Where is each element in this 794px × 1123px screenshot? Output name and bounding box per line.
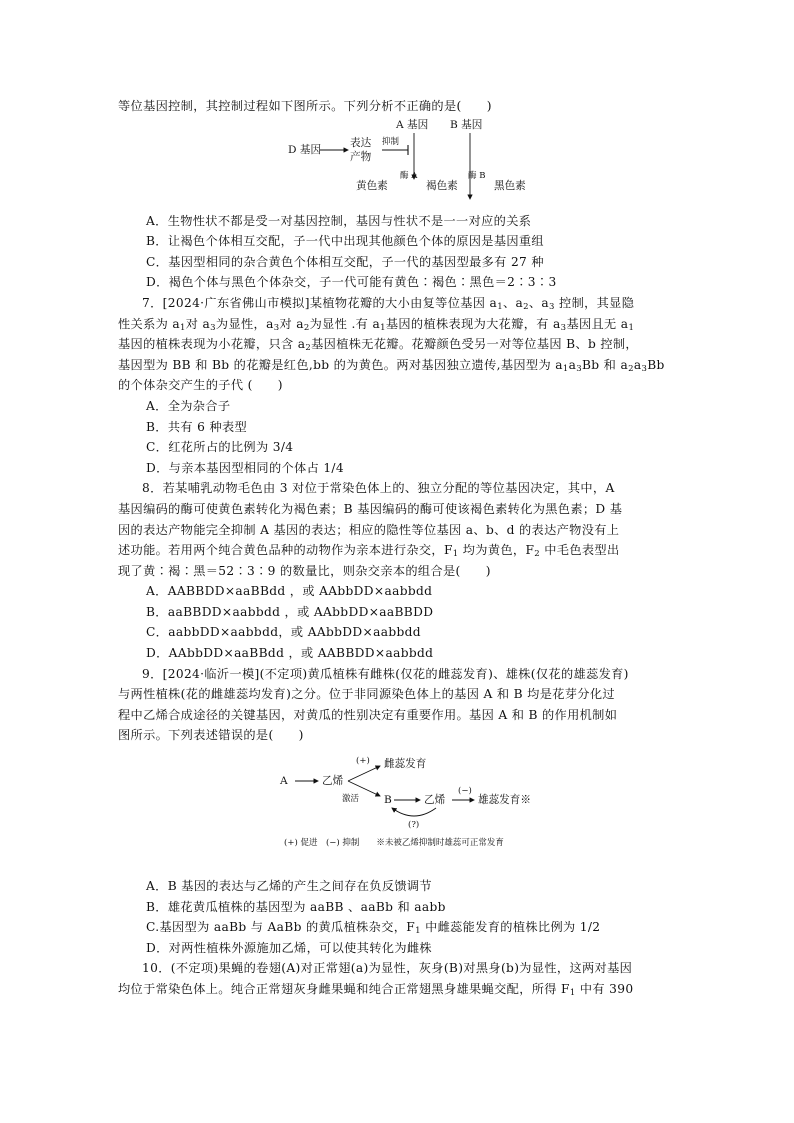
q8-option-b: B．aaBBDD×aabbdd ，或 AAbbDD×aaBBDD xyxy=(146,604,434,619)
q8-option-c: C．aabbDD×aabbdd，或 AAbbDD×aabbdd xyxy=(146,625,421,640)
q7-line-2: 性关系为 $a_1$对 $a_3$为显性，$a_3$对 $a_2$为显性 .有 $a_1$基因的植株表现为大花瓣，有 $a_3$基因且无 $a_1$ xyxy=(118,316,635,333)
q9-pistil: 雌蕊发育 xyxy=(384,758,427,771)
q9-gene-a: A xyxy=(280,775,288,788)
fig-yellow: 黄色素 xyxy=(356,179,388,192)
q6-pathway-diagram xyxy=(118,119,678,205)
q9-option-c: C.基因型为 aaBb 与 AaBb 的黄瓜植株杂交，$F_1$ 中雌蕊能发育的植株比例为 1/2 xyxy=(146,920,601,937)
q9-question: (?) xyxy=(408,820,420,831)
q8-option-d: D．AAbbDD×aaBBdd ，或 AABBDD×aabbdd xyxy=(146,646,434,661)
q9-stamen: 雄蕊发育※ xyxy=(478,794,531,807)
fig-enzyme-b: 酶 B xyxy=(468,170,486,181)
q7-line-1: 7．[2024·广东省佛山市模拟]某植物花瓣的大小由复等位基因 $a_1$、$a_2$、$a_3$ 控制，其显隐 xyxy=(142,295,635,312)
q6-option-b: B．让褐色个体相互交配，子一代中出现其他颜色个体的原因是基因重组 xyxy=(146,234,544,249)
q9-activate: 激活 xyxy=(342,794,360,805)
q9-option-b: B．雄花黄瓜植株的基因型为 aaBB 、aaBb 和 aabb xyxy=(146,899,446,914)
q8-line-5: 现了黄∶褐∶黑＝52∶3∶9 的数量比，则杂交亲本的组合是( ) xyxy=(118,563,491,578)
q6-option-a: A．生物性状不都是受一对基因控制，基因与性状不是一一对应的关系 xyxy=(146,213,532,228)
q9-minus: (−) xyxy=(458,786,472,797)
fig-black: 黑色素 xyxy=(494,179,526,192)
fig-a-gene: A 基因 xyxy=(396,118,429,131)
q9-arrows xyxy=(118,754,678,866)
fig-enzyme-a: 酶 A xyxy=(400,170,418,181)
q9-legend: (+) 促进 (−) 抑制 ※未被乙烯抑制时雄蕊可正常发育 xyxy=(284,838,504,849)
q8-line-1: 8．若某哺乳动物毛色由 3 对位于常染色体上的、独立分配的等位基因决定，其中，A xyxy=(142,481,615,496)
q9-option-a: A．B 基因的表达与乙烯的产生之间存在负反馈调节 xyxy=(146,879,432,894)
q9-plus: (+) xyxy=(356,756,370,767)
q10-line-2: 均位于常染色体上。纯合正常翅灰身雌果蝇和纯合正常翅黑身雄果蝇交配，所得 $F_1$ 中有 390 xyxy=(118,982,634,998)
q6-option-c: C．基因型相同的杂合黄色个体相互交配，子一代的基因型最多有 27 种 xyxy=(146,254,544,269)
q9-line-2: 与两性植株(花的雌雄蕊均发育)之分。位于非同源染色体上的基因 A 和 B 均是花芽分化过 xyxy=(118,687,615,702)
q7-line-3: 基因的植株表现为小花瓣，只含 $a_2$基因植株无花瓣。花瓣颜色受另一对等位基因 B、b 控制， xyxy=(118,337,638,354)
q9-line-4: 图所示。下列表述错误的是( ) xyxy=(118,728,304,743)
q7-option-a: A．全为杂合子 xyxy=(146,398,231,413)
q8-line-4: 述功能。若用两个纯合黄色品种的动物作为亲本进行杂交，$F_1$ 均为黄色，$F_2$ 中毛色表型出 xyxy=(118,543,620,560)
q8-line-3: 因的表达产物能完全抑制 A 基因的表达；相应的隐性等位基因 a、b、d 的表达产物没有上 xyxy=(118,522,620,537)
q9-gene-b: B xyxy=(384,794,392,807)
q9-ethylene: 乙烯 xyxy=(322,775,344,788)
document-page xyxy=(118,96,678,1000)
fig-brown: 褐色素 xyxy=(426,179,458,192)
q9-ethylene-2: 乙烯 xyxy=(424,794,446,807)
q9-option-d: D．对两性植株外源施加乙烯，可以使其转化为雌株 xyxy=(146,940,432,955)
q7-option-d: D．与亲本基因型相同的个体占 1/4 xyxy=(146,460,344,475)
fig-inhibit: 抑制 xyxy=(382,136,400,147)
q7-option-b: B．共有 6 种表型 xyxy=(146,419,248,434)
q7-option-c: C．红花所占的比例为 3/4 xyxy=(146,440,294,455)
q6-option-d: D．褐色个体与黑色个体杂交，子一代可能有黄色∶褐色∶黑色＝2∶3∶3 xyxy=(146,275,557,290)
q7-line-4: 基因型为 BB 和 Bb 的花瓣是红色,bb 的为黄色。两对基因独立遗传,基因型为 $a_1a_3Bb$ 和 $a_2a_3Bb$ xyxy=(118,357,665,374)
fig-product: 产物 xyxy=(350,150,372,163)
q7-line-5: 的个体杂交产生的子代 ( ) xyxy=(118,378,283,393)
fig-b-gene: B 基因 xyxy=(450,118,483,131)
q6-arrows xyxy=(118,119,678,205)
fig-d-gene: D 基因 xyxy=(288,143,322,156)
q8-option-a: A．AABBDD×aaBBdd ，或 AAbbDD×aabbdd xyxy=(146,584,433,599)
q10-line-1: 10．(不定项)果蝇的卷翅(A)对正常翅(a)为显性，灰身(B)对黑身(b)为显性，这两对基因 xyxy=(142,961,633,976)
q8-line-2: 基因编码的酶可使黄色素转化为褐色素；B 基因编码的酶可使该褐色素转化为黑色素；D 基 xyxy=(118,501,623,516)
q6-stem: 等位基因控制，其控制过程如下图所示。下列分析不正确的是( ) xyxy=(118,99,492,113)
q9-mechanism-diagram xyxy=(118,754,678,866)
q9-line-3: 程中乙烯合成途径的关键基因，对黄瓜的性别决定有重要作用。基因 A 和 B 的作用机制如 xyxy=(118,707,618,722)
q9-line-1: 9．[2024·临沂一模](不定项)黄瓜植株有雌株(仅花的雌蕊发育)、雄株(仅花的雄蕊发育) xyxy=(142,666,629,681)
fig-express: 表达 xyxy=(350,136,372,149)
